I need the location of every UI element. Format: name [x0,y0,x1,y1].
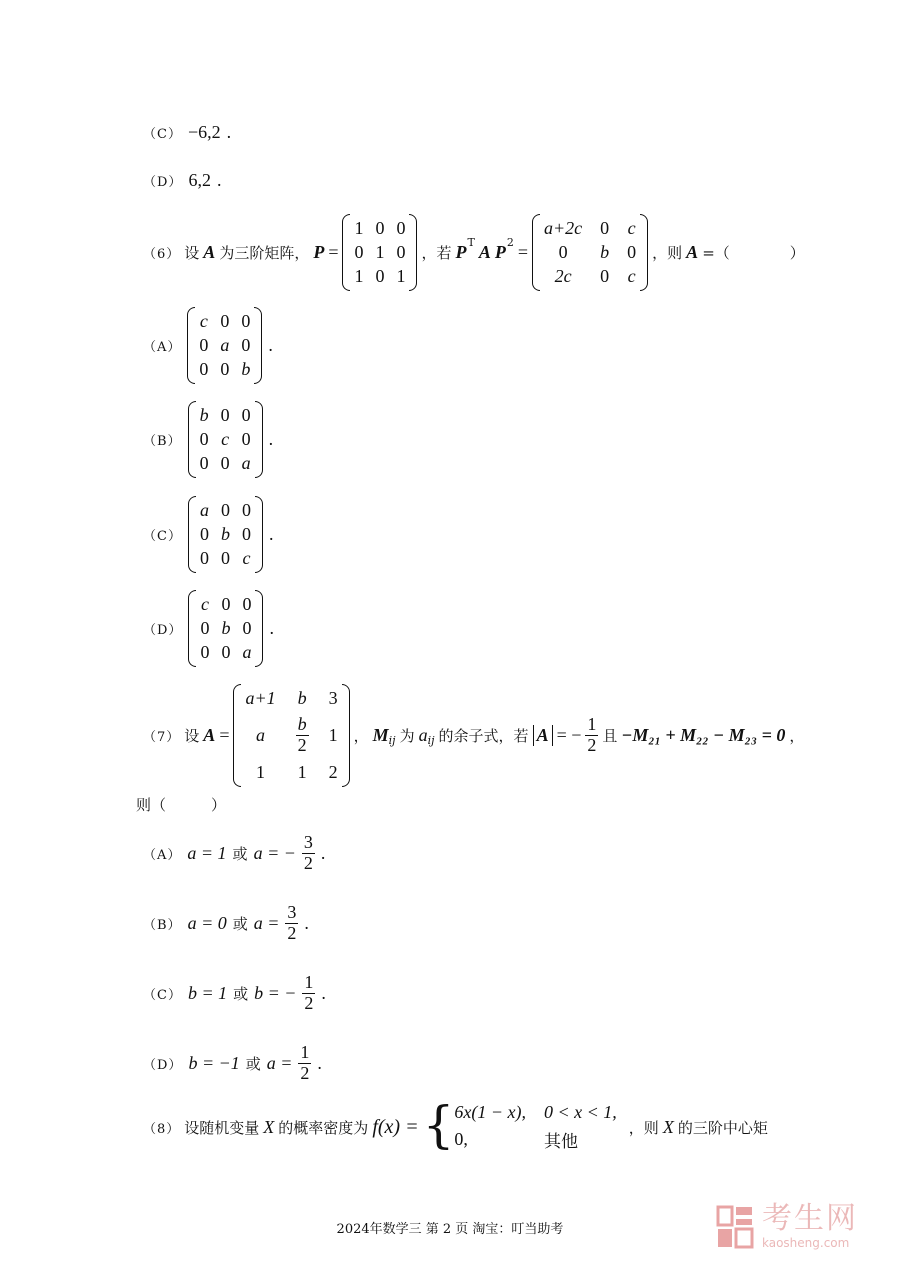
matrix-cell: a [256,724,266,745]
matrix-cell: 0 [241,335,251,355]
option-label: （C） [143,127,182,142]
equals: = [517,242,529,262]
matrix-cell: 0 [396,218,406,238]
option-label: （D） [143,175,183,190]
matrix-symbol: P [455,242,467,262]
option-fraction [298,1043,311,1084]
matrix-cell: 0 [221,642,231,662]
matrix-cell: 0 [199,524,209,544]
stem-text: ， [353,726,369,745]
matrix-cell: 2 [328,761,338,782]
matrix-cell: c [199,311,208,331]
equals: = − [556,724,582,745]
determinant-symbol: A [536,724,549,745]
matrix-cell: b [221,618,231,638]
option-or: 或 [233,984,249,1003]
matrix-cell: 0 [241,500,251,520]
option-label: （D） [143,1057,183,1073]
option-lhs: a = 1 [187,842,227,863]
matrix-cell: 1 [375,242,385,262]
matrix-cell: 0 [221,594,231,614]
matrix-cell: 0 [627,242,637,262]
matrix-cell: 0 [220,500,230,520]
matrix-symbol: A [478,242,491,262]
matrix-symbol: A [686,242,699,262]
matrix-cell: 0 [200,642,210,662]
matrix-cell: b [297,688,307,708]
element-symbol: a [418,724,428,745]
matrix-cell: 1 [354,218,364,238]
option-label: （D） [143,623,183,638]
case-cond: 0 < x < 1, [544,1102,617,1122]
matrix-cell: 2c [554,266,572,286]
stem-text: ，则 [628,1118,659,1137]
stem-text: 为 [399,726,415,745]
stem-text: 设 [184,726,200,745]
q5-option-d [143,170,221,191]
matrix-cell: 0 [241,405,251,425]
option-lhs: a = 0 [187,912,227,933]
matrix-cell: 0 [354,242,364,262]
fraction-denominator: 2 [287,922,297,943]
matrix-cell: a [220,335,230,355]
variable-symbol: X [662,1116,674,1137]
matrix-cell: c [627,218,636,238]
matrix-cell-fraction [296,715,309,756]
matrix-cell: a [199,500,209,520]
stem-text: ， [789,726,805,745]
case-expr: 6x(1 − x), [454,1102,526,1122]
piecewise-cases [454,1102,616,1152]
matrix-cell: 0 [600,218,610,238]
option-rhs: a = [266,1052,293,1073]
fraction-numerator: 1 [304,972,314,992]
matrix-cell: a+2c [544,218,583,238]
matrix-cell: 0 [199,429,209,449]
matrix-cell: 0 [375,266,385,286]
answer-blank: =（ ） [702,244,805,262]
q6-option-b [143,401,273,478]
case-cond: 其他 [544,1132,578,1152]
stem-text: 且 [602,726,618,745]
matrix-cell: 0 [558,242,568,262]
equals: = [219,724,230,745]
q7-option-d [143,1043,322,1084]
option-end: . [268,429,274,449]
matrix-cell: b [241,359,251,379]
matrix-cell: 0 [375,218,385,238]
matrix-cell: 0 [241,524,251,544]
matrix-cell: 0 [220,311,230,331]
option-matrix [188,401,263,478]
matrix-cell: 3 [328,688,338,708]
matrix-cell: b [600,242,610,262]
matrix-symbol: P [313,242,325,262]
option-end: . [268,335,273,355]
fraction-denominator: 2 [297,734,307,755]
fraction-denominator: 2 [300,1062,310,1083]
q7-option-a [143,833,325,874]
option-end: . [321,982,326,1003]
question-number: （8） [143,1121,181,1137]
option-lhs: b = 1 [187,982,228,1003]
matrix-cell: 0 [199,453,209,473]
matrix-cell: 1 [256,761,266,782]
question-number: （7） [143,729,181,745]
option-or: 或 [245,1054,261,1073]
q6-option-d [143,590,274,667]
stem-text: ，则 [652,244,683,262]
stem-text: 设随机变量 [184,1118,260,1137]
option-fraction [302,973,315,1014]
fraction-numerator: b [297,714,307,734]
matrix-cell: 1 [328,724,338,745]
matrix-cell: 0 [241,311,251,331]
power-mark: 2 [506,236,514,249]
matrix-cell: 0 [396,242,406,262]
q7-option-b [143,903,309,944]
piecewise [422,1096,617,1154]
option-lhs: b = −1 [188,1052,240,1073]
option-rhs: b = − [254,982,297,1003]
option-or: 或 [232,914,248,933]
stem-text: 设 [184,244,200,262]
matrix-cell: 0 [199,335,209,355]
option-end: . [317,1052,322,1073]
option-end: . [304,912,309,933]
matrix-cell: 0 [200,618,210,638]
option-or: 或 [232,844,248,863]
matrix-cell: 1 [297,761,307,782]
option-label: （B） [143,917,182,933]
matrix-cell: 0 [220,405,230,425]
rhs-matrix [532,214,648,291]
q6-option-c [143,496,273,573]
question-number: （6） [143,247,181,262]
matrix-symbol: A [203,724,216,745]
option-end: . [216,170,222,190]
density-lhs: f(x) = [372,1115,419,1138]
fraction-numerator: 1 [300,1042,310,1062]
matrix-cell: b [199,405,209,425]
matrix-cell: c [627,266,636,286]
matrix-cell: a+1 [245,688,276,708]
stem-text: ，若 [421,244,452,262]
matrix-cell: 0 [241,429,251,449]
matrix-cell: 1 [354,266,364,286]
matrix-cell: 0 [242,594,252,614]
q6-option-a [143,307,273,384]
left-brace-icon: { [422,1096,455,1154]
matrix-symbol: P [494,242,506,262]
watermark-domain: kaosheng.com [762,1236,850,1250]
fraction-denominator: 2 [304,992,314,1013]
option-rhs: a = [253,912,280,933]
matrix-cell: c [200,594,209,614]
transpose-mark: T [467,236,475,249]
option-expr: −6,2 [187,122,221,142]
matrix-cell: 0 [600,266,610,286]
variable-symbol: X [263,1116,275,1137]
option-rhs: a = − [253,842,296,863]
matrix-cell: 0 [220,453,230,473]
case-expr: 0, [454,1129,468,1149]
fraction-numerator: 3 [303,832,313,852]
q7-matrix [233,684,349,787]
q8-stem [143,1096,768,1154]
option-end: . [320,842,326,863]
matrix-cell: 0 [199,359,209,379]
q6-stem [143,214,805,291]
determinant [533,725,553,746]
option-end: . [226,122,232,142]
fraction-denominator: 2 [303,852,313,873]
matrix-symbol: A [203,242,216,262]
condition-expr: −M₂₁ + M₂₂ − M₂₃ = 0 [621,724,786,745]
stem-text: 的余子式，若 [438,726,529,745]
half-fraction [585,715,598,756]
option-label: （A） [143,340,182,355]
option-label: （C） [143,987,182,1003]
q7-stem [143,684,804,787]
stem-text: 为三阶矩阵， [219,244,310,262]
fraction-numerator: 1 [587,714,597,734]
watermark [716,1201,858,1250]
page-footer: 2024年数学三 第 2 页 淘宝：叮当助考 [336,1222,564,1237]
option-matrix [188,590,263,667]
matrix-cell: 0 [220,548,230,568]
option-matrix [187,307,262,384]
matrix-cell: c [221,429,230,449]
option-expr: 6,2 [188,170,211,190]
option-end: . [269,618,274,638]
matrix-cell: 0 [220,359,230,379]
option-fraction [302,833,315,874]
fraction-denominator: 2 [587,734,597,755]
matrix-cell: a [241,453,251,473]
p-matrix [342,214,417,291]
kaosheng-logo-icon [716,1205,756,1249]
q5-option-c [143,122,231,143]
subscript: ij [427,733,435,747]
option-label: （B） [143,434,182,449]
stem-text: 的概率密度为 [278,1118,369,1137]
q7-option-c [143,973,326,1014]
minor-symbol: M [372,724,389,745]
matrix-cell: b [220,524,230,544]
equals: = [328,242,339,262]
matrix-cell: 0 [199,548,209,568]
option-label: （A） [143,847,182,863]
option-fraction [285,903,298,944]
matrix-cell: c [242,548,251,568]
option-label: （C） [143,529,182,544]
stem-text: 的三阶中心矩 [677,1118,768,1137]
option-end: . [268,524,274,544]
option-matrix [188,496,263,573]
matrix-cell: 0 [242,618,252,638]
fraction-numerator: 3 [287,902,297,922]
matrix-cell: a [242,642,252,662]
matrix-cell: 1 [396,266,406,286]
watermark-brand: 考生网 [762,1201,858,1236]
subscript: ij [388,733,396,747]
q7-stem-tail: 则（ ） [136,796,227,814]
